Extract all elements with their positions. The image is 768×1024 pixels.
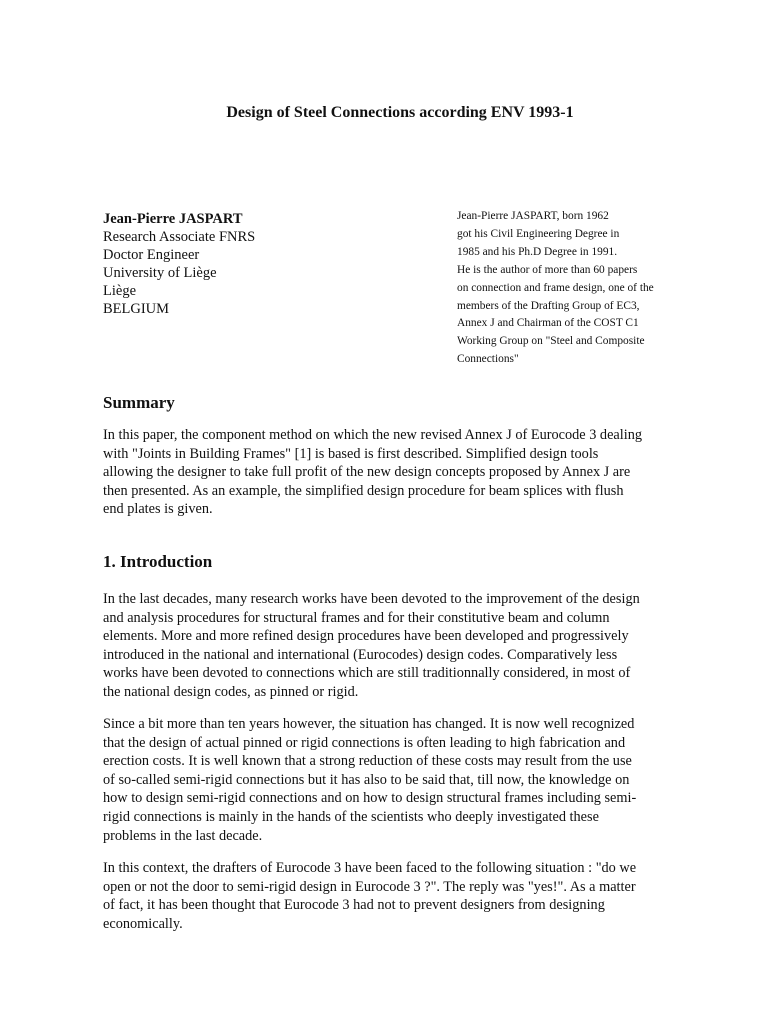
text-line: with "Joints in Building Frames" [1] is based is first described. Simplified design tools [103, 445, 599, 462]
author-bio [457, 208, 697, 369]
bio-line: 1985 and his Ph.D Degree in 1991. [457, 245, 618, 258]
bio-line: Connections" [457, 353, 519, 366]
text-line: erection costs. It is well known that a strong reduction of these costs may result from the use [103, 753, 632, 770]
text-line: then presented. As an example, the simplified design procedure for beam splices with flush [103, 482, 624, 499]
introduction-paragraph-2 [103, 715, 703, 845]
text-line: of fact, it has been thought that Eurocode 3 had not to prevent designers from designing [103, 897, 605, 914]
text-line: works have been devoted to connections which are still traditionnally considered, in most of [103, 665, 631, 682]
bio-line: Working Group on "Steel and Composite [457, 335, 645, 348]
author-affiliation-line: University of Liège [103, 265, 217, 281]
author-affiliation-line: Doctor Engineer [103, 247, 200, 263]
text-line: rigid connections is mainly in the hands of the scientists who deeply investigated these [103, 808, 599, 825]
bio-line: got his Civil Engineering Degree in [457, 227, 620, 240]
text-line: open or not the door to semi-rigid design in Eurocode 3 ?". The reply was "yes!". As a matter [103, 878, 636, 895]
text-line: elements. More and more refined design procedures have been developed and progressively [103, 628, 629, 645]
author-block [103, 210, 255, 318]
bio-line: Jean-Pierre JASPART, born 1962 [457, 210, 609, 222]
text-line: economically. [103, 915, 183, 932]
text-line: and analysis procedures for structural frames and for their constitutive beam and column [103, 609, 610, 626]
bio-line: on connection and frame design, one of the [457, 281, 654, 294]
text-line: Since a bit more than ten years however, the situation has changed. It is now well recognized [103, 716, 635, 732]
summary-paragraph [103, 426, 703, 519]
text-line: of so-called semi-rigid connections but it has also to be said that, till now, the knowledge on [103, 771, 630, 788]
text-line: allowing the designer to take full profit of the new design concepts proposed by Annex J are [103, 464, 631, 481]
text-line: how to design semi-rigid connections and on how to design structural frames including semi- [103, 790, 637, 807]
text-line: In the last decades, many research works have been devoted to the improvement of the design [103, 591, 640, 607]
introduction-paragraph-1 [103, 590, 703, 702]
bio-line: members of the Drafting Group of EC3, [457, 299, 640, 312]
introduction-paragraph-3 [103, 859, 703, 933]
paper-title: Design of Steel Connections according ENV 1993-1 [226, 104, 574, 121]
author-affiliation-line: Research Associate FNRS [103, 229, 256, 245]
text-line: the national design codes, as pinned or rigid. [103, 683, 359, 700]
author-affiliation-line: BELGIUM [103, 301, 170, 317]
text-line: that the design of actual pinned or rigid connections is often leading to high fabrication and [103, 734, 626, 751]
bio-line: He is the author of more than 60 papers [457, 263, 638, 276]
summary-heading: Summary [103, 393, 175, 412]
text-line: introduced in the national and international (Eurocodes) design codes. Comparatively less [103, 646, 618, 663]
bio-line: Annex J and Chairman of the COST C1 [457, 317, 639, 330]
author-affiliation-line: Liège [103, 283, 137, 299]
author-name: Jean-Pierre JASPART [103, 211, 243, 227]
text-line: In this paper, the component method on which the new revised Annex J of Eurocode 3 dealing [103, 427, 642, 443]
text-line: In this context, the drafters of Eurocode 3 have been faced to the following situation : "do we [103, 860, 637, 876]
introduction-heading: 1. Introduction [103, 552, 213, 571]
text-line: end plates is given. [103, 501, 213, 518]
text-line: problems in the last decade. [103, 827, 263, 844]
